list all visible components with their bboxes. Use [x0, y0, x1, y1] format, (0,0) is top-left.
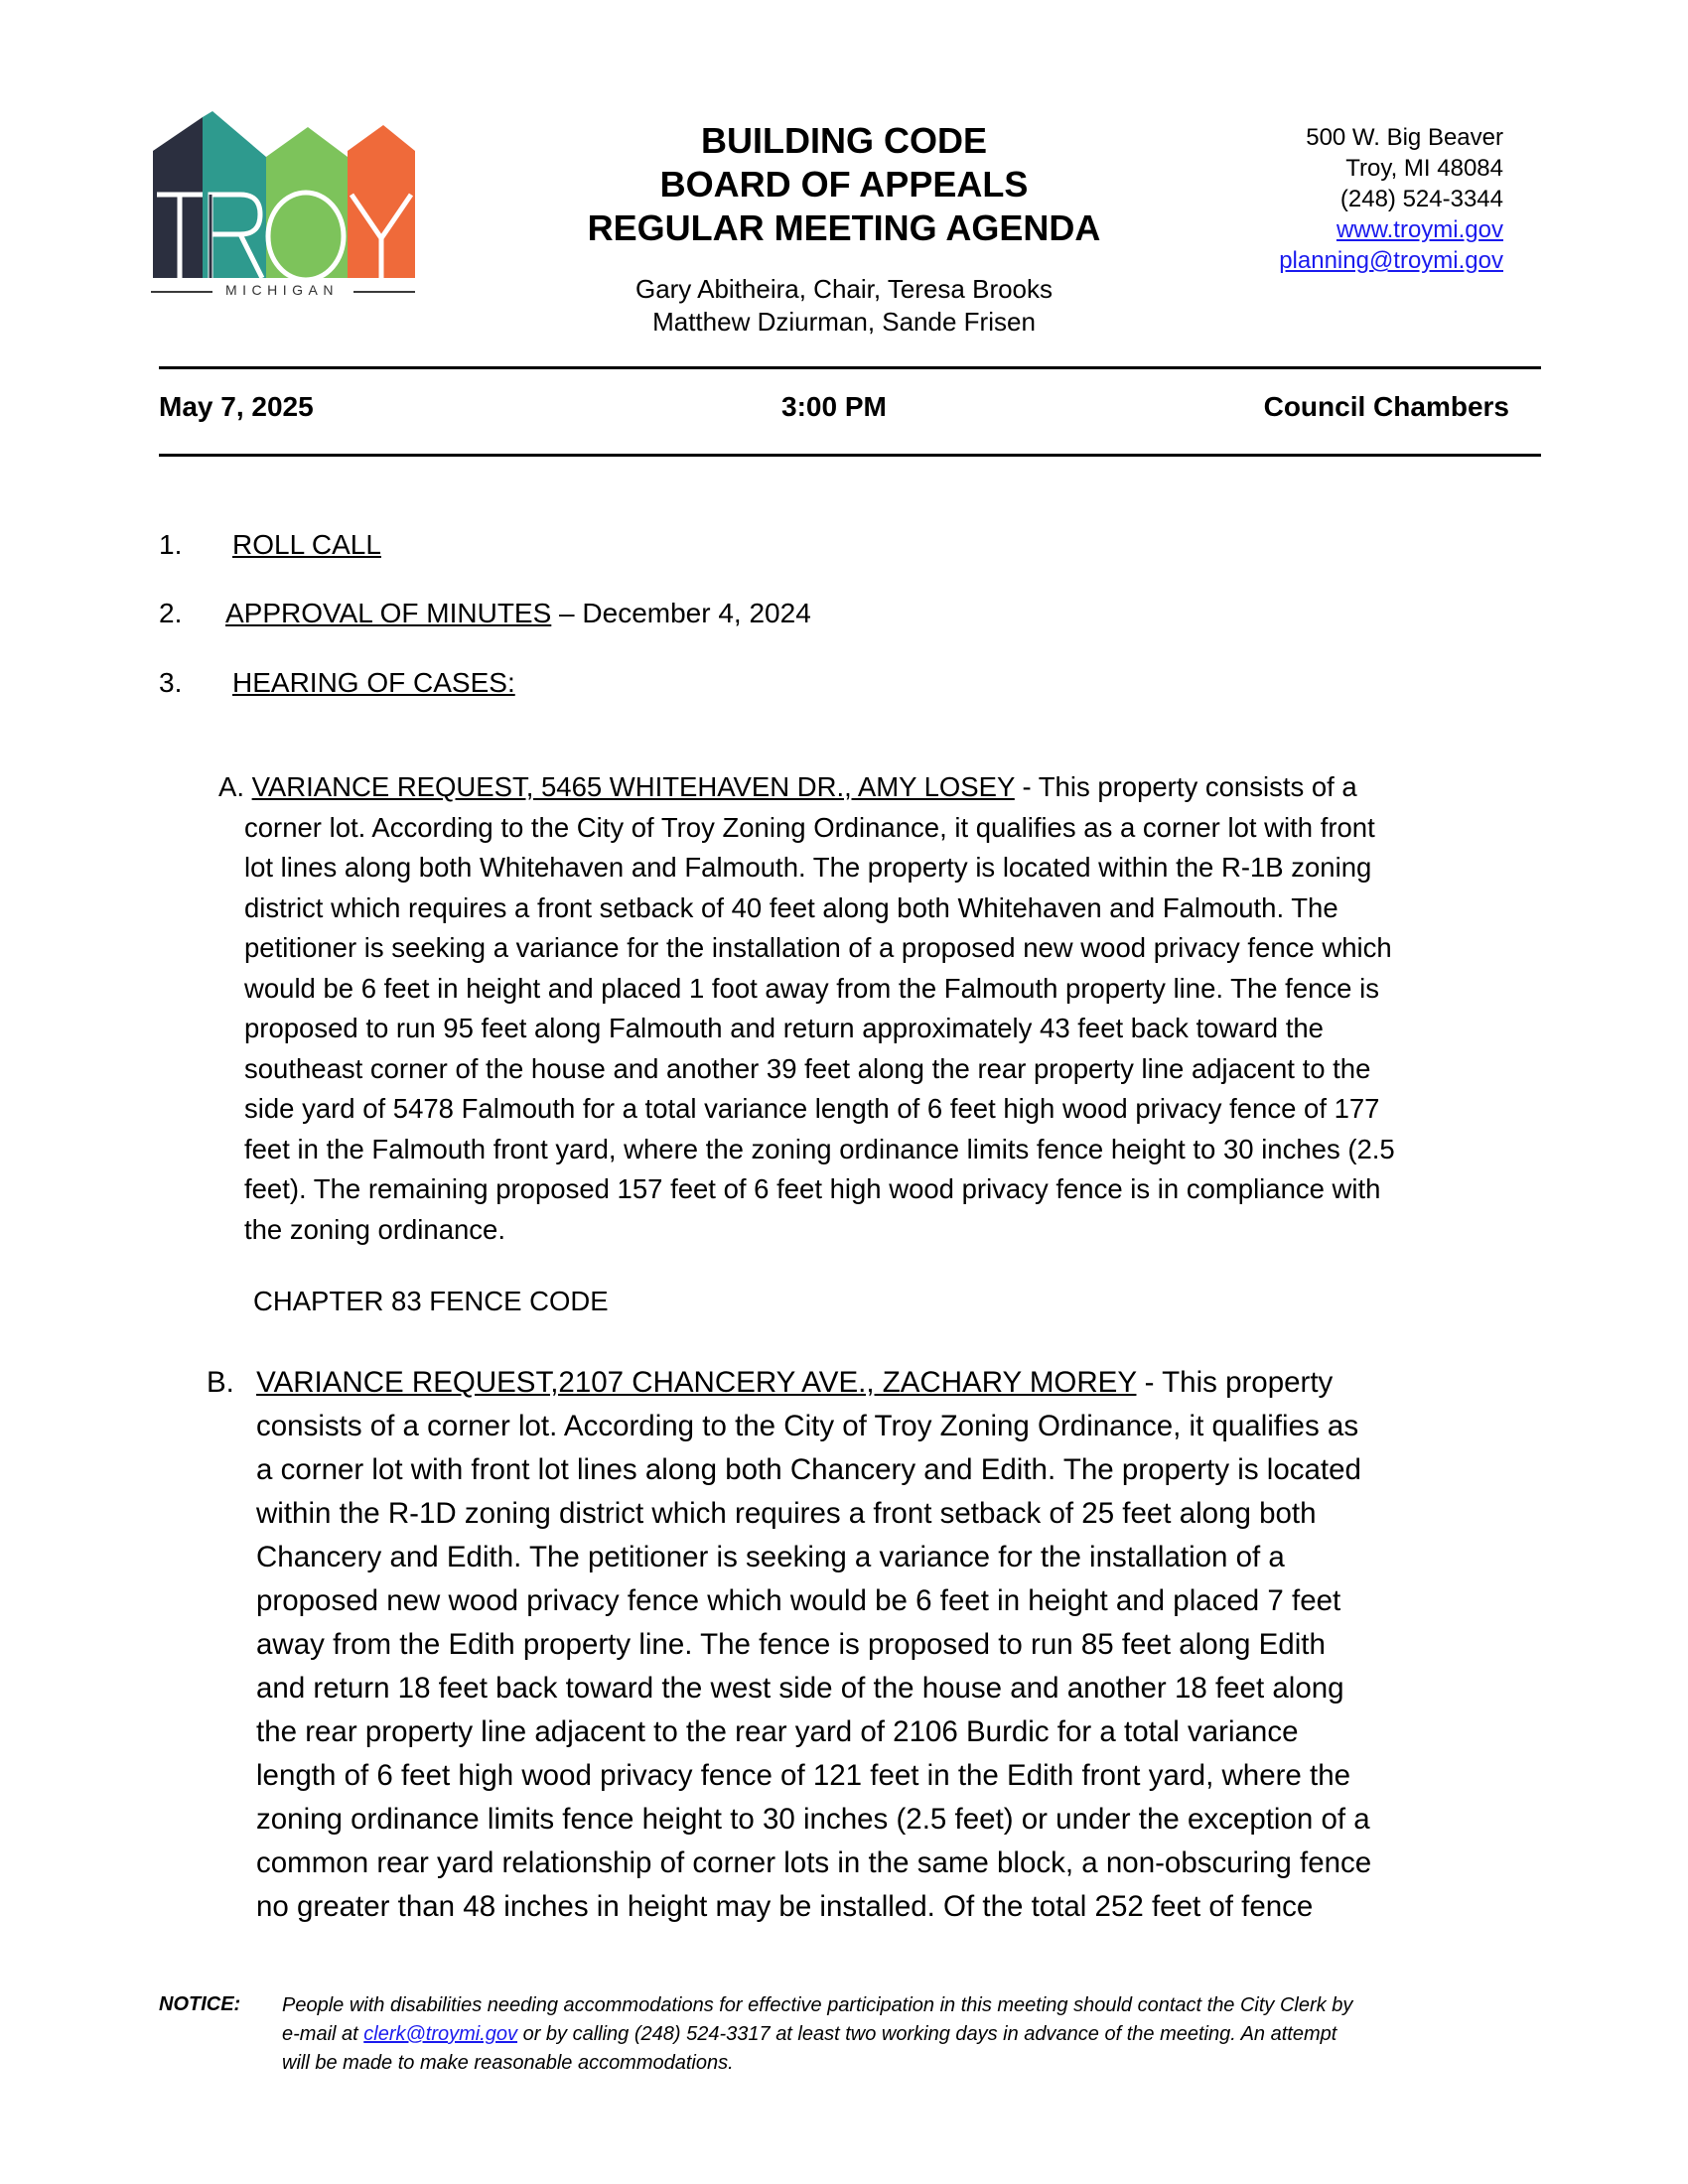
troy-logo-graphic	[149, 111, 417, 300]
agenda-item-2	[225, 597, 811, 630]
agenda-num-2: 2.	[159, 598, 183, 628]
address-city: Troy, MI 48084	[1345, 155, 1503, 182]
logo-subtitle-text: MICHIGAN	[225, 282, 339, 298]
agenda-item-2-label: APPROVAL OF MINUTES	[225, 598, 552, 628]
notice-text	[282, 1991, 1488, 2078]
case-b	[207, 1361, 1547, 1929]
case-b-line-12: common rear yard relationship of corner lots in the same block, a non-obscuring fence	[256, 1846, 1372, 1879]
address-street: 500 W. Big Beaver	[1306, 124, 1503, 151]
agenda-item-3	[232, 666, 515, 700]
agenda-item-3-label: HEARING OF CASES:	[232, 667, 515, 698]
email-link[interactable]: planning@troymi.gov	[1279, 247, 1503, 274]
meeting-location: Council Chambers	[1263, 391, 1509, 422]
case-a	[218, 767, 1549, 1250]
meeting-date: May 7, 2025	[159, 391, 314, 422]
case-a-line-11: feet). The remaining proposed 157 feet of 6 feet high wood privacy fence is in compliance with	[244, 1173, 1381, 1204]
case-b-title: VARIANCE REQUEST,2107 CHANCERY AVE., ZACHARY MOREY	[256, 1366, 1137, 1399]
agenda-item-1-label: ROLL CALL	[232, 529, 381, 560]
meeting-time: 3:00 PM	[781, 391, 887, 422]
chapter-83-fence-code: CHAPTER 83 FENCE CODE	[253, 1286, 609, 1316]
case-a-line-9: side yard of 5478 Falmouth for a total variance length of 6 feet high wood privacy fence of 177	[244, 1093, 1380, 1124]
case-b-line-11: zoning ordinance limits fence height to 30 inches (2.5 feet) or under the exception of a	[256, 1803, 1370, 1836]
notice-line-3: will be made to make reasonable accommodations.	[282, 2052, 734, 2074]
case-a-line-8: southeast corner of the house and another 39 feet along the rear property line adjacent to the	[244, 1052, 1371, 1084]
case-b-line-7: away from the Edith property line. The fence is proposed to run 85 feet along Edith	[256, 1628, 1326, 1661]
case-a-line-7: proposed to run 95 feet along Falmouth and return approximately 43 feet back toward the	[244, 1013, 1324, 1043]
top-rule	[159, 366, 1541, 369]
address-phone: (248) 524-3344	[1339, 186, 1503, 212]
agenda-num-1: 1.	[159, 529, 183, 560]
case-a-line-3: lot lines along both Whitehaven and Falmouth. The property is located within the R-1B zoning	[244, 852, 1372, 883]
case-b-line-1: - This property	[1136, 1366, 1334, 1399]
case-a-line-10: feet in the Falmouth front yard, where the zoning ordinance limits fence height to 30 inches (2.5	[244, 1133, 1395, 1164]
case-a-title: VARIANCE REQUEST, 5465 WHITEHAVEN DR., AMY LOSEY	[251, 771, 1015, 802]
case-b-line-13: no greater than 48 inches in height may be installed. Of the total 252 feet of fence	[256, 1890, 1314, 1923]
case-b-line-8: and return 18 feet back toward the west side of the house and another 18 feet along	[256, 1672, 1344, 1705]
agenda-num-3: 3.	[159, 667, 183, 698]
agenda-item-2-date: – December 4, 2024	[551, 598, 811, 628]
case-a-letter: A.	[218, 771, 244, 802]
case-a-line-1: - This property consists of a	[1014, 771, 1357, 802]
case-a-line-2: corner lot. According to the City of Troy Zoning Ordinance, it qualifies as a corner lot with front	[244, 811, 1375, 843]
case-b-line-5: Chancery and Edith. The petitioner is seeking a variance for the installation of a	[256, 1541, 1285, 1573]
case-b-letter: B.	[207, 1366, 234, 1399]
bottom-rule	[159, 454, 1541, 457]
case-b-line-6: proposed new wood privacy fence which would be 6 feet in height and placed 7 feet	[256, 1584, 1341, 1617]
case-b-line-4: within the R-1D zoning district which requires a front setback of 25 feet along both	[256, 1497, 1317, 1530]
case-b-line-10: length of 6 feet high wood privacy fence of 121 feet in the Edith front yard, where the	[256, 1759, 1351, 1792]
logo-subtitle	[149, 281, 415, 301]
agenda-item-1	[232, 528, 381, 562]
board-members-line-2: Matthew Dziurman, Sande Frisen	[652, 307, 1036, 337]
case-b-line-3: a corner lot with front lot lines along both Chancery and Edith. The property is located	[256, 1453, 1361, 1486]
notice-line-1: People with disabilities needing accommodations for effective participation in this meeting should contact the City Clerk by	[282, 1994, 1353, 2016]
title-line-3: REGULAR MEETING AGENDA	[587, 207, 1101, 248]
notice-line-2	[282, 2020, 1488, 2049]
title-line-2: BOARD OF APPEALS	[659, 164, 1029, 205]
notice-label: NOTICE:	[159, 1993, 241, 2015]
case-a-line-6: would be 6 feet in height and placed 1 foot away from the Falmouth property line. The fence is	[244, 972, 1379, 1004]
case-a-line-12: the zoning ordinance.	[244, 1213, 505, 1245]
notice-line-2-pre: e-mail at	[282, 2023, 364, 2045]
notice-line-2-post: or by calling (248) 524-3317 at least two working days in advance of the meeting. An attempt	[517, 2023, 1337, 2045]
case-a-line-5: petitioner is seeking a variance for the installation of a proposed new wood privacy fence which	[244, 932, 1392, 963]
case-b-line-2: consists of a corner lot. According to the City of Troy Zoning Ordinance, it qualifies as	[256, 1410, 1359, 1442]
title-line-1: BUILDING CODE	[701, 120, 987, 161]
troy-logo	[149, 111, 417, 300]
case-a-line-4: district which requires a front setback of 40 feet along both Whitehaven and Falmouth. The	[244, 891, 1338, 923]
case-b-line-9: the rear property line adjacent to the rear yard of 2106 Burdic for a total variance	[256, 1715, 1299, 1748]
clerk-email-link[interactable]: clerk@troymi.gov	[363, 2023, 518, 2045]
website-link[interactable]: www.troymi.gov	[1336, 216, 1503, 243]
board-members-line-1: Gary Abitheira, Chair, Teresa Brooks	[634, 274, 1054, 304]
